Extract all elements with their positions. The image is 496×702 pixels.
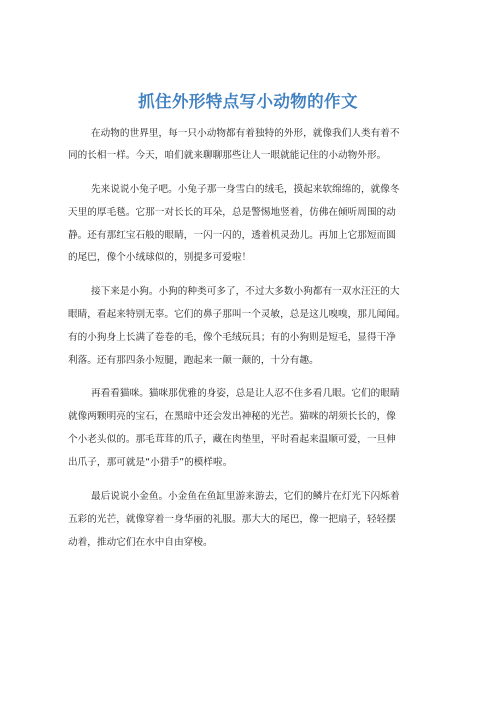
paragraph-3-line-1: 接下来是小狗。小狗的种类可多了，不过大多数小狗都有一双水汪汪的大 — [91, 286, 400, 297]
paragraph-1-line-2: 同的长相一样。今天，咱们就来聊聊那些让人一眼就能记住的小动物外形。 — [68, 150, 387, 161]
paragraph-2-line-4: 的尾巴，像个小绒球似的，别提多可爱啦！ — [68, 252, 252, 263]
document-title: 抓住外形特点写小动物的作文 — [138, 92, 358, 111]
paragraph-5-line-3: 动着，推动它们在水中自由穿梭。 — [68, 537, 213, 548]
paragraph-5-line-2: 五彩的光芒，就像穿着一身华丽的礼服。那大大的尾巴，像一把扇子，轻轻摆 — [68, 514, 396, 525]
paragraph-1-line-1: 在动物的世界里，每一只小动物都有着独特的外形，就像我们人类有着不 — [91, 128, 400, 139]
paragraph-4-line-3: 个小老头似的。那毛茸茸的爪子，藏在肉垫里，平时看起来温顺可爱，一旦伸 — [68, 434, 396, 445]
paragraph-3-line-4: 利落。还有那四条小短腿，跑起来一颠一颠的，十分有趣。 — [68, 355, 319, 366]
paragraph-3-line-2: 眼睛，看起来特别无辜。它们的鼻子那叫一个灵敏，总是这儿嗅嗅，那儿闻闻。 — [68, 309, 406, 320]
paragraph-2-line-2: 天里的厚毛毯。它那一对长长的耳朵，总是警惕地竖着，仿佛在倾听周围的动 — [68, 207, 396, 218]
paragraph-3-line-3: 有的小狗身上长满了卷卷的毛，像个毛绒玩具；有的小狗则是短毛，显得干净 — [68, 332, 396, 343]
paragraph-4-line-1: 再看看猫咪。猫咪那优雅的身姿，总是让人忍不住多看几眼。它们的眼睛 — [91, 388, 400, 399]
paragraph-2-line-1: 先来说说小兔子吧。小兔子那一身雪白的绒毛，摸起来软绵绵的，就像冬 — [91, 184, 400, 195]
paragraph-4-line-4: 出爪子，那可就是“小猎手”的模样啦。 — [68, 457, 233, 468]
paragraph-5-line-1: 最后说说小金鱼。小金鱼在鱼缸里游来游去，它们的鳞片在灯光下闪烁着 — [91, 491, 400, 502]
paragraph-4-line-2: 就像两颗明亮的宝石，在黑暗中还会发出神秘的光芒。猫咪的胡须长长的，像 — [68, 411, 396, 422]
paragraph-2-line-3: 静。还有那红宝石般的眼睛，一闪一闪的，透着机灵劲儿。再加上它那短而圆 — [68, 230, 396, 241]
